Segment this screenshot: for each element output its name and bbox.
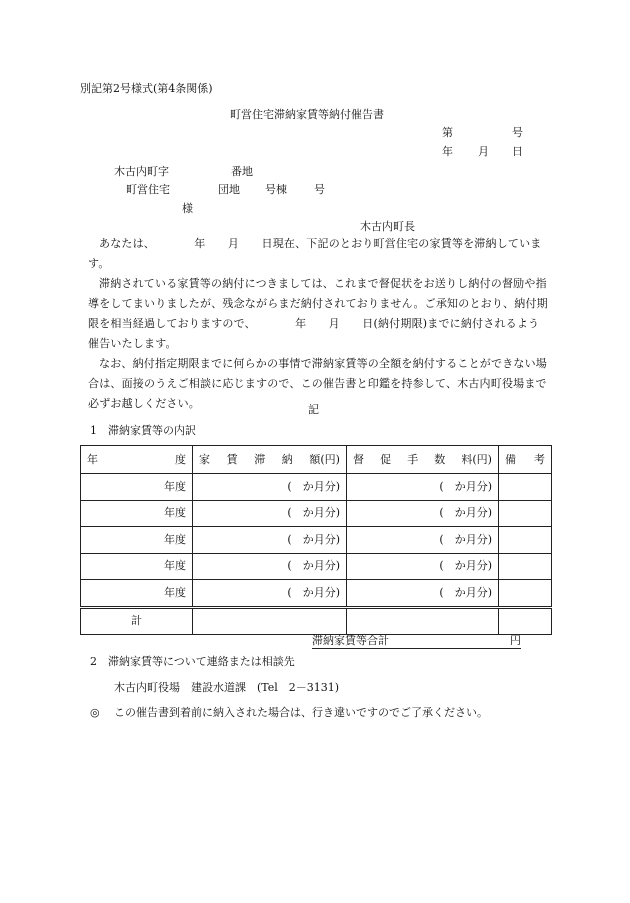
- table-row: [81, 474, 552, 501]
- row-rent-cell: ( か月分): [193, 500, 347, 527]
- col-year-char1: 年: [87, 452, 98, 466]
- sender-name: 木古内町長: [360, 220, 415, 233]
- address-gotou: 号棟: [265, 183, 287, 196]
- row-fee-cell: ( か月分): [347, 553, 499, 580]
- row-year-cell: 年度: [81, 580, 193, 608]
- section2-heading: 2 滞納家賃等について連絡または相談先: [90, 655, 295, 668]
- row-rent-cell: ( か月分): [193, 474, 347, 501]
- address-town: 木古内町字: [114, 165, 169, 178]
- row-fee-cell: ( か月分): [347, 527, 499, 554]
- row-rent-cell: ( か月分): [193, 527, 347, 554]
- col-rent-char3: 滞: [254, 452, 266, 466]
- address-danchi: 団地: [218, 183, 240, 196]
- section1-heading: 1 滞納家賃等の内訳: [90, 424, 196, 437]
- recipient-sama: 様: [182, 202, 193, 215]
- row-year-cell: 年度: [81, 527, 193, 554]
- total-label-cell: 計: [81, 607, 193, 635]
- col-fee-char3: 手: [407, 452, 419, 466]
- address-go: 号: [314, 183, 325, 196]
- ki-label: 記: [308, 403, 319, 416]
- grand-total-line: [312, 634, 521, 649]
- row-year-cell: 年度: [81, 553, 193, 580]
- total-rent-cell: [193, 607, 347, 635]
- grand-total-unit: 円: [510, 634, 521, 647]
- col-fee-char1: 督: [353, 452, 364, 466]
- table-header-row: [81, 446, 552, 474]
- col-header-note: [499, 446, 552, 474]
- notice-text: この催告書到着前に納入された場合は、行き違いですのでご了承ください。: [114, 706, 488, 719]
- paragraph-2: 滞納されている家賃等の納付につきましては、これまで督促状をお送りし納付の督励や指導をしてまいりましたが、残念ながらまだ納付されておりません。ご承知のとおり、納付期限を相当経過しておりますので、 年 月 日(納付期限)までに納付されるよう催告いたします。: [88, 277, 548, 350]
- total-note-cell: [499, 607, 552, 635]
- row-note-cell: [499, 580, 552, 608]
- row-note-cell: [499, 474, 552, 501]
- col-year-char2: 度: [175, 452, 186, 466]
- col-header-rent: [193, 446, 347, 474]
- notice-mark: ◎: [90, 706, 100, 719]
- col-header-fee: [347, 446, 499, 474]
- paragraph-3: なお、納付指定期限までに何らかの事情で滞納家賃等の全額を納付することができない場合は、面接のうえご相談に応じますので、この催告書と印鑑を持参して、木古内町役場まで必ずお越しください。: [88, 357, 547, 410]
- row-fee-cell: ( か月分): [347, 500, 499, 527]
- row-note-cell: [499, 527, 552, 554]
- table-row: [81, 500, 552, 527]
- row-note-cell: [499, 553, 552, 580]
- row-year-cell: 年度: [81, 500, 193, 527]
- row-note-cell: [499, 500, 552, 527]
- col-rent-char2: 賃: [226, 452, 238, 466]
- row-fee-cell: ( か月分): [347, 580, 499, 608]
- table-row: [81, 553, 552, 580]
- paragraph-1: あなたは、 年 月 日現在、下記のとおり町営住宅の家賃等を滞納しています。: [88, 237, 542, 270]
- total-fee-cell: [347, 607, 499, 635]
- table-row: [81, 580, 552, 608]
- number-prefix: 第: [442, 126, 453, 139]
- row-year-cell: 年度: [81, 474, 193, 501]
- col-note-char1: 備: [505, 452, 516, 466]
- col-rent-char4: 納: [281, 452, 293, 466]
- date-day: 日: [512, 145, 523, 158]
- table-row: [81, 527, 552, 554]
- row-fee-cell: ( か月分): [347, 474, 499, 501]
- grand-total-label: 滞納家賃等合計: [312, 634, 389, 647]
- col-rent-char5: 額(円): [309, 452, 340, 466]
- form-label: 別記第2号様式(第4条関係): [80, 82, 213, 95]
- arrears-table: [80, 445, 552, 635]
- col-fee-char5: 料(円): [461, 452, 492, 466]
- address-housing: 町営住宅: [126, 183, 170, 196]
- col-rent-char1: 家: [199, 452, 210, 466]
- number-suffix: 号: [512, 126, 523, 139]
- row-rent-cell: ( か月分): [193, 580, 347, 608]
- row-rent-cell: ( か月分): [193, 553, 347, 580]
- date-month: 月: [478, 145, 489, 158]
- col-fee-char2: 促: [380, 452, 392, 466]
- col-note-char2: 考: [534, 452, 545, 466]
- body-text: [88, 234, 550, 414]
- col-header-year: [81, 446, 193, 474]
- document-title: 町営住宅滞納家賃等納付催告書: [230, 108, 384, 121]
- table-total-row: [81, 607, 552, 635]
- date-year: 年: [442, 145, 453, 158]
- address-banchi: 番地: [231, 165, 253, 178]
- col-fee-char4: 数: [434, 452, 446, 466]
- contact-info: 木古内町役場 建設水道課 (Tel 2－3131): [114, 681, 340, 694]
